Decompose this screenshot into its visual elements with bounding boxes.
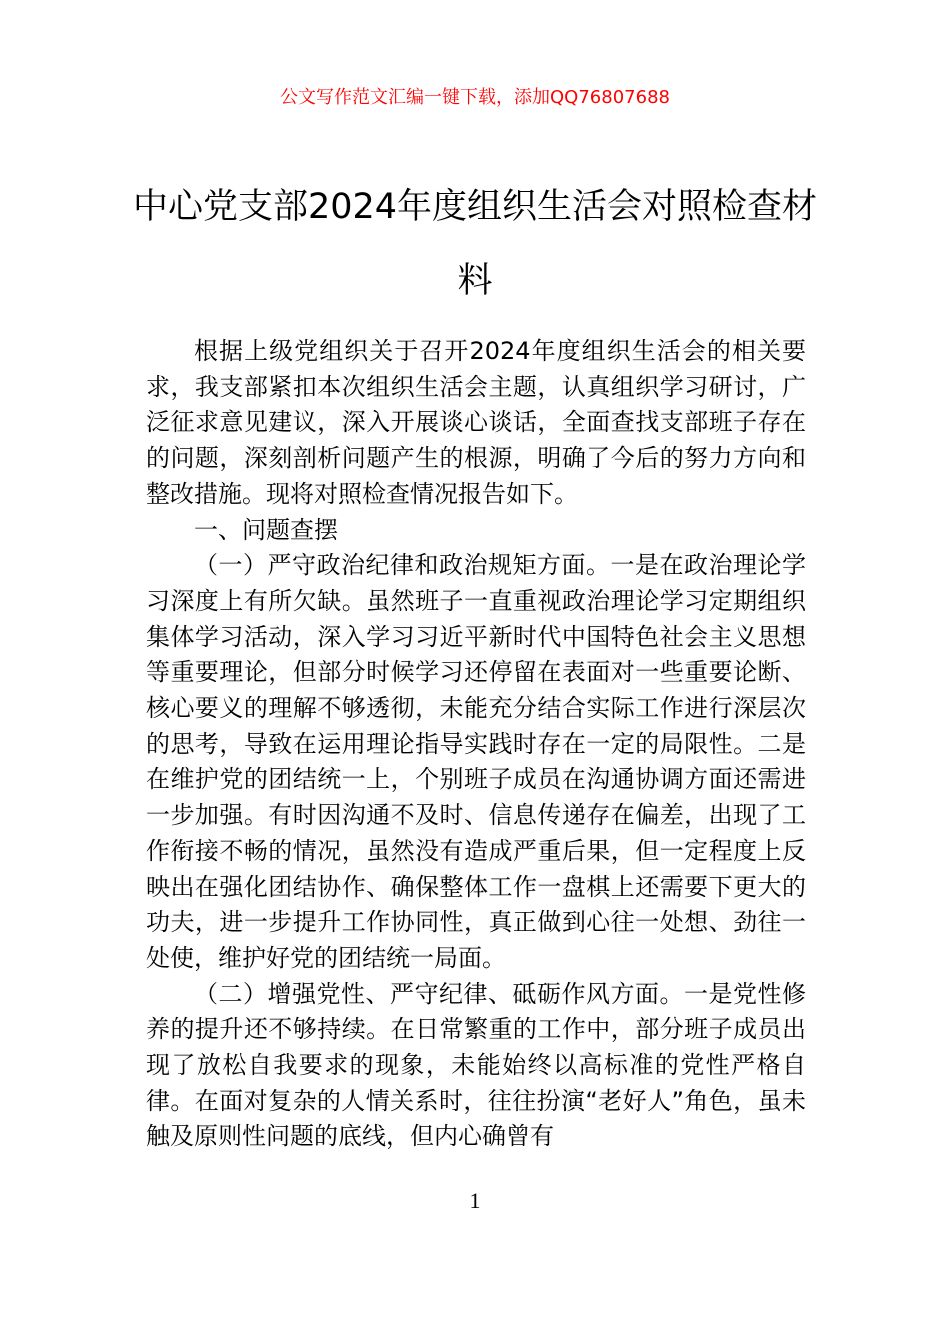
document-title: 中心党支部2024年度组织生活会对照检查材料 (132, 187, 818, 301)
section-heading: 一、问题查摆 (194, 515, 338, 544)
document-body (146, 334, 806, 1155)
intro-paragraph: 根据上级党组织关于召开2024年度组织生活会的相关要求，我支部紧扣本次组织生活会主题，认真组织学习研讨，广泛征求意见建议，深入开展谈心谈话，全面查找支部班子存在的问题，深刻剖析问题产生的根源，明确了今后的努力方向和整改措施。现将对照检查情况报告如下。 (146, 337, 806, 508)
body-paragraph: （一）严守政治纪律和政治规矩方面。一是在政治理论学习深度上有所欠缺。虽然班子一直重视政治理论学习定期组织集体学习活动，深入学习习近平新时代中国特色社会主义思想等重要理论，但部分时候学习还停留在表面对一些重要论断、核心要义的理解不够透彻，未能充分结合实际工作进行深层次的思考，导致在运用理论指导实践时存在一定的局限性。二是在维护党的团结统一上，个别班子成员在沟通协调方面还需进一步加强。有时因沟通不及时、信息传递存在偏差，出现了工作衔接不畅的情况，虽然没有造成严重后果，但一定程度上反映出在强化团结协作、确保整体工作一盘棋上还需要下更大的功夫，进一步提升工作协同性，真正做到心往一处想、劲往一处使，维护好党的团结统一局面。 (146, 551, 806, 972)
download-notice: 公文写作范文汇编一键下载，添加QQ76807688 (280, 87, 670, 108)
body-paragraph: （二）增强党性、严守纪律、砥砺作风方面。一是党性修养的提升还不够持续。在日常繁重的工作中，部分班子成员出现了放松自我要求的现象，未能始终以高标准的党性严格自律。在面对复杂的人情关系时，往往扮演“老好人”角色，虽未触及原则性问题的底线，但内心确曾有 (146, 979, 806, 1151)
page-number: 1 (469, 1188, 481, 1213)
